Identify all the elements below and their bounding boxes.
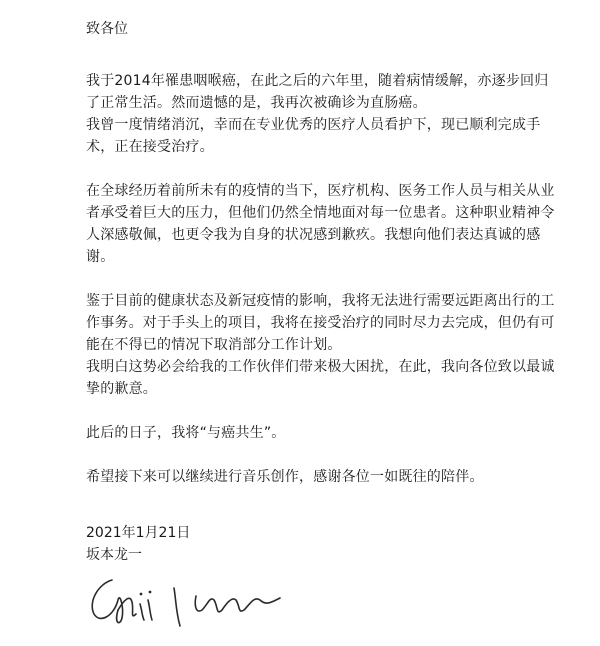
sender-name: 坂本龙一 <box>86 547 142 563</box>
paragraph-gap <box>86 158 560 180</box>
paragraph-4 <box>86 422 560 444</box>
letter-date: 2021年1月21日 <box>86 525 191 541</box>
paragraph-2 <box>86 180 560 268</box>
closing-gap <box>86 488 560 522</box>
paragraph-1 <box>86 70 560 158</box>
paragraph-4-line-1: 此后的日子，我将“与癌共生”。 <box>86 425 286 441</box>
paragraph-3-line-2: 我明白这势必会给我的工作伙伴们带来极大困扰，在此，我向各位致以最诚挚的歉意。 <box>86 359 555 397</box>
salutation: 致各位 <box>86 21 128 37</box>
paragraph-1-line-1: 我于2014年罹患咽喉癌，在此之后的六年里，随着病情缓解，亦逐步回归了正常生活。然而遗憾的是，我再次被确诊为直肠癌。 <box>86 73 549 111</box>
signature-stroke-6 <box>195 596 280 612</box>
paragraph-3-line-1: 鉴于目前的健康状态及新冠疫情的影响，我将无法进行需要远距离出行的工作事务。对于手头上的项目，我将在接受治疗的同时尽力去完成，但仍有可能在不得已的情况下取消部分工作计划。 <box>86 293 555 353</box>
paragraph-gap <box>86 268 560 290</box>
paragraph-gap <box>86 400 560 422</box>
signature-dot-1 <box>140 593 143 596</box>
paragraph-2-line-1: 在全球经历着前所未有的疫情的当下，医疗机构、医务工作人员与相关从业者承受着巨大的压力，但他们仍然全情地面对每一位患者。这种职业精神令人深感敬佩，也更令我为自身的状况感到歉疚。我想向他们表达真诚的感谢。 <box>86 183 555 265</box>
signature-stroke-4 <box>148 600 152 620</box>
signature-stroke-1 <box>92 580 122 623</box>
signature-stroke-3 <box>140 604 144 620</box>
signature-stroke-5 <box>174 588 180 626</box>
paragraph-5 <box>86 466 560 488</box>
paragraph-3 <box>86 290 560 400</box>
paragraph-gap <box>86 444 560 466</box>
handwritten-signature <box>84 570 294 630</box>
signature-dot-2 <box>149 591 152 594</box>
paragraph-1-line-2: 我曾一度情绪消沉，幸而在专业优秀的医疗人员看护下，现已顺利完成手术，正在接受治疗。 <box>86 117 541 155</box>
paragraph-5-line-1: 希望接下来可以继续进行音乐创作，感谢各位一如既往的陪伴。 <box>86 469 484 485</box>
